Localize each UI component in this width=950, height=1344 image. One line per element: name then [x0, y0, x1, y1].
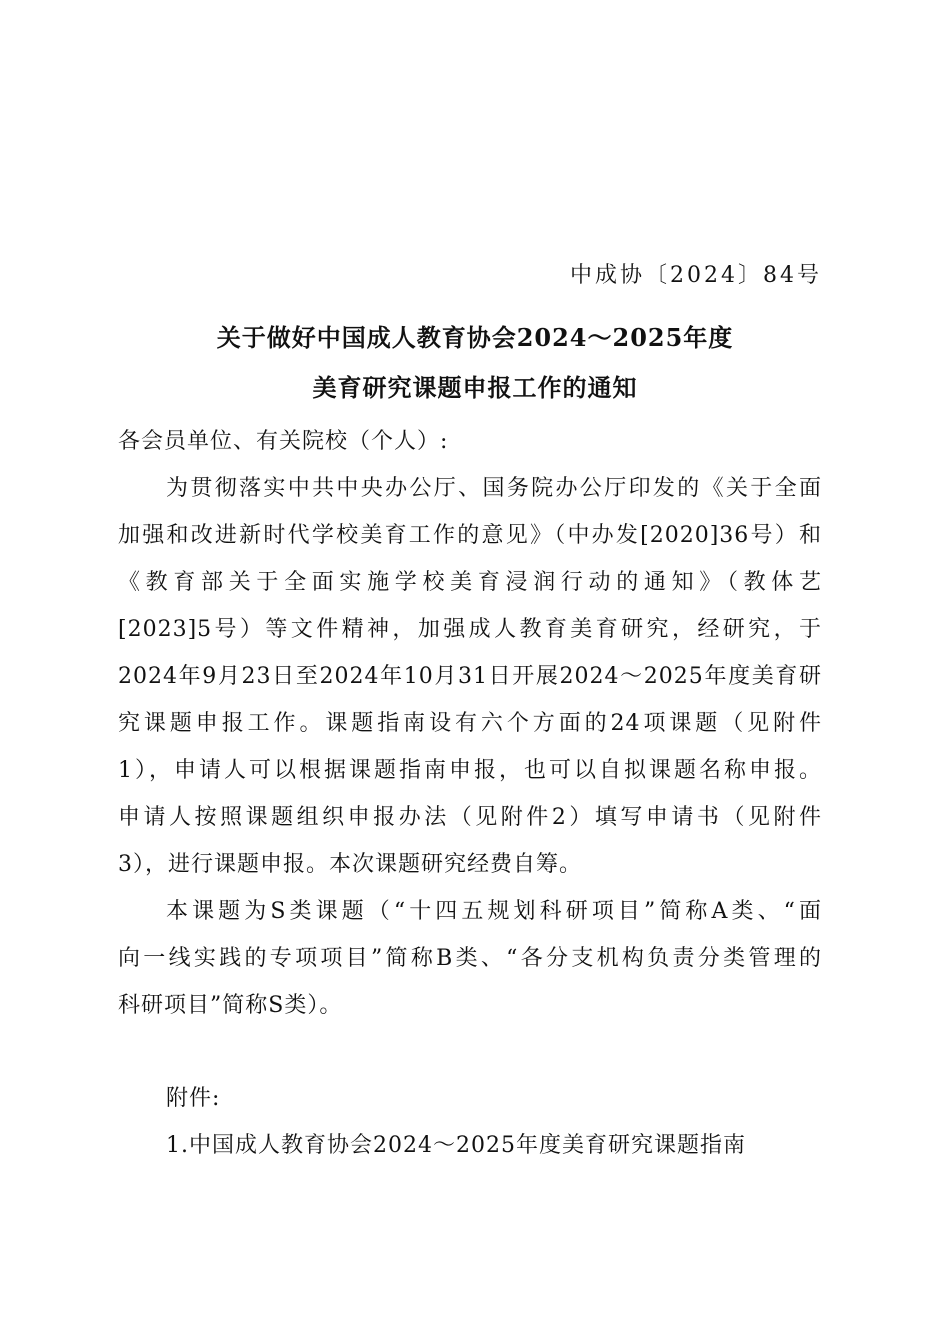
paragraph-1-line: 2024年9月23日至2024年10月31日开展2024～2025年度美育研 — [118, 664, 822, 689]
paragraph-2-line: 本课题为S类课题（“十四五规划科研项目”简称A类、“面 — [166, 899, 822, 924]
paragraph-1-line: 《教育部关于全面实施学校美育浸润行动的通知》（教体艺 — [118, 570, 822, 595]
document-body — [118, 418, 822, 1029]
paragraph-2-line: 向一线实践的专项项目”简称B类、“各分支机构负责分类管理的 — [118, 946, 822, 971]
paragraph-2-line: 科研项目”简称S类）。 — [118, 993, 343, 1018]
paragraph-1-line: 申请人按照课题组织申报办法（见附件2）填写申请书（见附件 — [118, 805, 822, 830]
salutation: 各会员单位、有关院校（个人）: — [118, 429, 449, 454]
paragraph-1-line: [2023]5号）等文件精神，加强成人教育美育研究，经研究，于 — [118, 617, 822, 642]
paragraph-1-line: 究课题申报工作。课题指南设有六个方面的24项课题（见附件 — [118, 711, 822, 736]
attachment-item: 1.中国成人教育协会2024～2025年度美育研究课题指南 — [166, 1133, 746, 1158]
title-line-2: 美育研究课题申报工作的通知 — [312, 373, 638, 402]
title-line-1: 关于做好中国成人教育协会2024～2025年度 — [216, 323, 734, 352]
attachments-section — [118, 1075, 822, 1169]
paragraph-1-line: 加强和改进新时代学校美育工作的意见》（中办发[2020]36号）和 — [118, 523, 822, 548]
document-number: 中成协〔2024〕84号 — [570, 263, 822, 288]
attachments-label: 附件: — [166, 1086, 221, 1111]
paragraph-1-line: 1），申请人可以根据课题指南申报，也可以自拟课题名称申报。 — [118, 758, 822, 783]
paragraph-1-line: 3），进行课题申报。本次课题研究经费自筹。 — [118, 852, 582, 877]
paragraph-1-line: 为贯彻落实中共中央办公厅、国务院办公厅印发的《关于全面 — [166, 476, 822, 501]
